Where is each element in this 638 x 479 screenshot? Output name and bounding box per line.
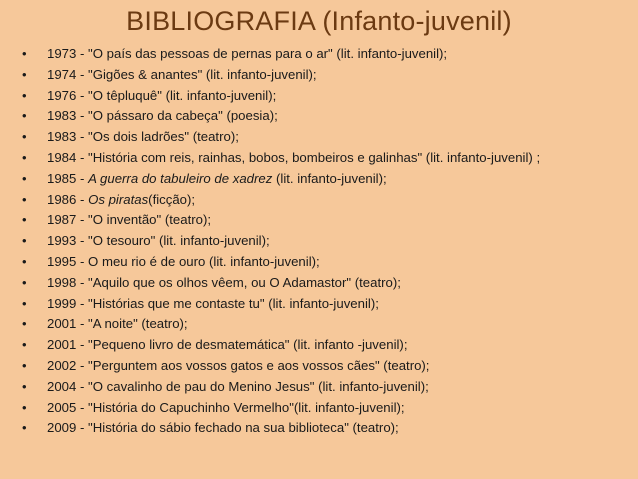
- bullet-icon: •: [22, 87, 27, 103]
- item-text: 1976 - "O têpluquê" (lit. infanto-juvenil);: [47, 87, 277, 103]
- list-item: [22, 252, 630, 273]
- item-text: 1998 - "Aquilo que os olhos vêem, ou O Adamastor" (teatro);: [47, 274, 401, 290]
- item-text: 2005 - "História do Capuchinho Vermelho"(lit. infanto-juvenil);: [47, 399, 405, 415]
- item-text: 1987 - "O inventão" (teatro);: [47, 212, 212, 228]
- list-item: [22, 398, 630, 419]
- item-text: 2001 - "Pequeno livro de desmatemática" (lit. infanto -juvenil);: [47, 337, 408, 353]
- item-text: 2009 - "História do sábio fechado na sua biblioteca" (teatro);: [47, 420, 399, 436]
- bullet-icon: •: [22, 274, 27, 290]
- bullet-icon: •: [22, 129, 27, 145]
- bullet-icon: •: [22, 170, 27, 186]
- bullet-icon: •: [22, 191, 27, 207]
- bullet-icon: •: [22, 316, 27, 332]
- list-item: [22, 44, 630, 65]
- list-item: [22, 106, 630, 127]
- item-text: 2004 - "O cavalinho de pau do Menino Jesus" (lit. infanto-juvenil);: [47, 378, 429, 394]
- item-text: 1986 -: [47, 191, 89, 207]
- item-text: 1973 - "O país das pessoas de pernas para o ar" (lit. infanto-juvenil);: [47, 46, 448, 61]
- list-item: [22, 86, 630, 107]
- bullet-icon: •: [22, 378, 27, 394]
- bullet-icon: •: [22, 149, 27, 165]
- list-item: [22, 231, 630, 252]
- list-item: [22, 377, 630, 398]
- item-text-suffix: (lit. infanto-juvenil);: [272, 170, 387, 186]
- item-text: 2002 - "Perguntem aos vossos gatos e aos vossos cães" (teatro);: [47, 357, 430, 373]
- list-item: [22, 148, 630, 169]
- item-text: 1974 - "Gigões & anantes" (lit. infanto-juvenil);: [47, 66, 317, 82]
- item-text: 1983 - "O pássaro da cabeça" (poesia);: [47, 108, 278, 124]
- bullet-icon: •: [22, 295, 27, 311]
- list-item: [22, 356, 630, 377]
- item-title-italic: A guerra do tabuleiro de xadrez: [88, 170, 273, 186]
- list-item: [22, 190, 630, 211]
- bullet-icon: •: [22, 337, 27, 353]
- list-item: [22, 418, 630, 439]
- bullet-icon: •: [22, 253, 27, 269]
- item-text-suffix: (ficção);: [148, 191, 196, 207]
- list-item: [22, 127, 630, 148]
- item-text: 1995 - O meu rio é de ouro (lit. infanto-juvenil);: [47, 253, 320, 269]
- item-title-italic: Os piratas: [88, 191, 149, 207]
- bullet-icon: •: [22, 233, 27, 249]
- list-item: [22, 314, 630, 335]
- item-text: 1993 - "O tesouro" (lit. infanto-juvenil);: [47, 233, 270, 249]
- item-text: 1985 -: [47, 170, 89, 186]
- list-item: [22, 65, 630, 86]
- bullet-icon: •: [22, 420, 27, 436]
- list-item: [22, 273, 630, 294]
- list-item: [22, 335, 630, 356]
- item-text: 1984 - "História com reis, rainhas, bobos, bombeiros e galinhas" (lit. infanto-juvenil) ;: [47, 149, 541, 165]
- bullet-icon: •: [22, 108, 27, 124]
- bullet-icon: •: [22, 46, 27, 61]
- item-text: 2001 - "A noite" (teatro);: [47, 316, 188, 332]
- list-item: [22, 210, 630, 231]
- list-item: [22, 169, 630, 190]
- bullet-icon: •: [22, 399, 27, 415]
- slide-title: BIBLIOGRAFIA (Infanto-juvenil): [126, 6, 512, 36]
- list-item: [22, 294, 630, 315]
- bibliography-list: [22, 44, 630, 439]
- bullet-icon: •: [22, 66, 27, 82]
- item-text: 1983 - "Os dois ladrões" (teatro);: [47, 129, 239, 145]
- bullet-icon: •: [22, 212, 27, 228]
- item-text: 1999 - "Histórias que me contaste tu" (lit. infanto-juvenil);: [47, 295, 379, 311]
- bullet-icon: •: [22, 357, 27, 373]
